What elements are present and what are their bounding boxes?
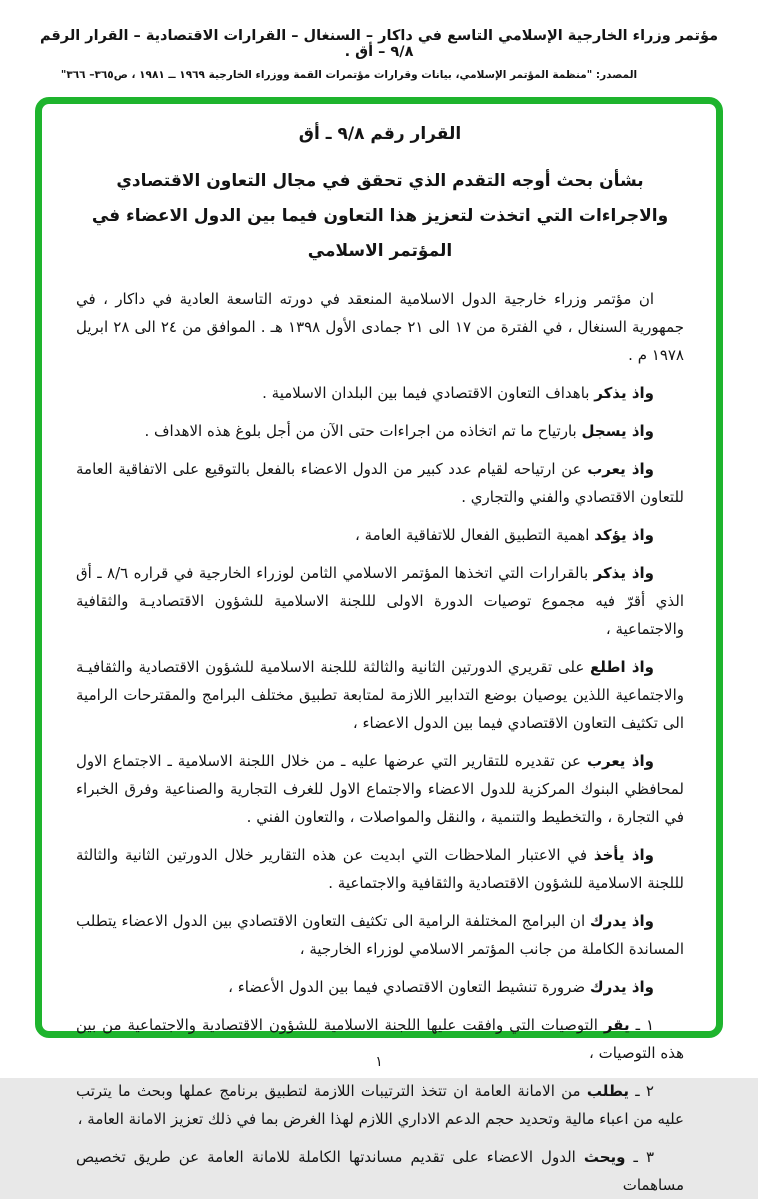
paragraph-text: بارتياح ما تم اتخاذه من اجراءات حتى الآن من أجل بلوغ هذه الاهداف . — [144, 422, 577, 440]
green-document-border — [35, 97, 723, 1194]
preamble-paragraph — [76, 841, 684, 897]
item-number: ٣ ـ — [625, 1148, 654, 1166]
preamble-paragraph — [76, 973, 684, 1001]
paragraph-text: ان البرامج المختلفة الرامية الى تكثيف التعاون الاقتصادي بين الدول الاعضاء يتطلب المساندة الكاملة من جانب المؤتمر الاسلامي لوزراء الخارجية ، — [76, 912, 684, 958]
preamble-paragraph — [76, 455, 684, 511]
paragraph-text: الدول الاعضاء على تقديم مساندتها الكاملة للامانة العامة عن طريق تخصيص مساهمات — [76, 1148, 684, 1194]
document-citation: مؤتمر وزراء الخارجية الإسلامي التاسع في داكار – السنغال – القرارات الاقتصادية – القرار الرقم ٩/٨ – أق . — [39, 28, 719, 60]
paragraph-text: في الاعتبار الملاحظات التي ابديت عن هذه التقارير خلال الدورتين الثانية والثالثة لللجنة الاسلامية للشؤون الاقتصادية والثقافية والاجتماعية . — [76, 846, 684, 892]
paragraph-text: على تقريري الدورتين الثانية والثالثة لللجنة الاسلامية للشؤون الاقتصادية والثقافيـة والاجتماعية اللذين يوصيان بوضع التدابير اللازمة لمتابعة تطبيق مختلف البرامج والمقترحات الرامية الى تكثيف التعاون الاقتصادي فيما بين الدول الاعضاء ، — [76, 658, 684, 732]
paragraph-lead: واذ يذكر — [594, 384, 654, 402]
preamble-paragraph — [76, 379, 684, 407]
paragraph-text: التوصيات التي وافقت عليها اللجنة الاسلامية للشؤون الاقتصادية والاجتماعية من بين هذه التوصيات ، — [76, 1016, 684, 1062]
paragraph-lead: يقر — [603, 1016, 630, 1034]
source-line: المصدر: "منظمة المؤتمر الإسلامي، بيانات وقرارات مؤتمرات القمة ووزراء الخارجية ١٩٦٩ ــ ١٩٨١ ، ص٣٦٥– ٣٦٦" — [60, 69, 638, 81]
document-body — [42, 104, 716, 1199]
item-number: ٢ ـ — [629, 1082, 654, 1100]
preamble-paragraph — [76, 417, 684, 445]
paragraph-text: عن ارتياحه لقيام عدد كبير من الدول الاعضاء بالفعل بالتوقيع على الاتفاقية العامة للتعاون الاقتصادي والفني والتجاري . — [76, 460, 684, 506]
resolution-subject: بشأن بحث أوجه التقدم الذي تحقق في مجال التعاون الاقتصادي والاجراءات التي اتخذت لتعزيز هذا التعاون فيما بين الدول الاعضاء في المؤتمر الاسلامي — [91, 171, 669, 261]
page-header — [0, 0, 758, 81]
paragraph-text: عن تقديره للتقارير التي عرضها عليه ـ من خلال اللجنة الاسلامية ـ الاجتماع الاول لمحافظي البنوك المركزية للدول الاعضاء والاجتماع الاول للغرف التجارية والصناعية وفرق الخبراء في التجارة ، والتخطيط والتنمية ، والنقل والمواصلات ، والتعاون الفني . — [76, 752, 684, 826]
paragraph-lead: واذ يذكر — [593, 564, 654, 582]
paragraph-lead: واذ يعرب — [587, 460, 654, 478]
preamble-paragraph — [76, 747, 684, 831]
item-number: ١ ـ — [629, 1016, 654, 1034]
preamble-paragraph — [76, 653, 684, 737]
operative-paragraph — [76, 1077, 684, 1133]
paragraph-text: ضرورة تنشيط التعاون الاقتصادي فيما بين الدول الأعضاء ، — [228, 978, 586, 996]
paragraph-text: اهمية التطبيق الفعال للاتفاقية العامة ، — [355, 526, 590, 544]
paragraph-lead: واذ يؤكد — [594, 526, 654, 544]
preamble-paragraph — [76, 559, 684, 643]
paragraph-lead: واذ يأخذ — [593, 846, 655, 864]
paragraph-lead: واذ يسجل — [581, 422, 654, 440]
paragraph-text: باهداف التعاون الاقتصادي فيما بين البلدان الاسلامية . — [262, 384, 590, 402]
preamble-paragraph — [76, 285, 684, 369]
preamble-paragraph — [76, 907, 684, 963]
paragraph-text: بالقرارات التي اتخذها المؤتمر الاسلامي الثامن لوزراء الخارجية في قراره ٨/٦ ـ أق الذي أقرّ فيه مجموع توصيات الدورة الاولى لللجنة الاسلامية للشؤون الاقتصاديـة والثقافية والاجتماعية ، — [76, 564, 684, 638]
paragraph-lead: واذ يعرب — [586, 752, 655, 770]
paragraph-lead: يطلب — [586, 1082, 630, 1100]
paragraph-text: ان مؤتمر وزراء خارجية الدول الاسلامية المنعقد في دورته التاسعة العادية في داكار ، في جمهورية السنغال ، في الفترة من ١٧ الى ٢١ جمادى الأول ١٣٩٨ هـ . الموافق من ٢٤ الى ٢٨ ابريل ١٩٧٨ م . — [76, 290, 685, 364]
preamble-paragraph — [76, 521, 684, 549]
paragraph-lead: واذ اطلع — [590, 658, 654, 676]
paragraph-lead: ويحث — [583, 1148, 626, 1166]
page-number: ١ — [375, 1054, 383, 1070]
paragraph-lead: واذ يدرك — [589, 912, 654, 930]
paragraph-text: من الامانة العامة ان تتخذ الترتيبات اللازمة لتطبيق برنامج عملها وبحث ما يترتب عليه من اعباء مالية وتحديد حجم الدعم الاداري اللازم لهذا الغرض بما في ذلك تعزيز الامانة العامة ، — [76, 1082, 684, 1128]
resolution-number-title: القرار رقم ٩/٨ ـ أق — [298, 124, 462, 144]
paragraph-lead: واذ يدرك — [589, 978, 654, 996]
operative-paragraph — [76, 1143, 684, 1199]
